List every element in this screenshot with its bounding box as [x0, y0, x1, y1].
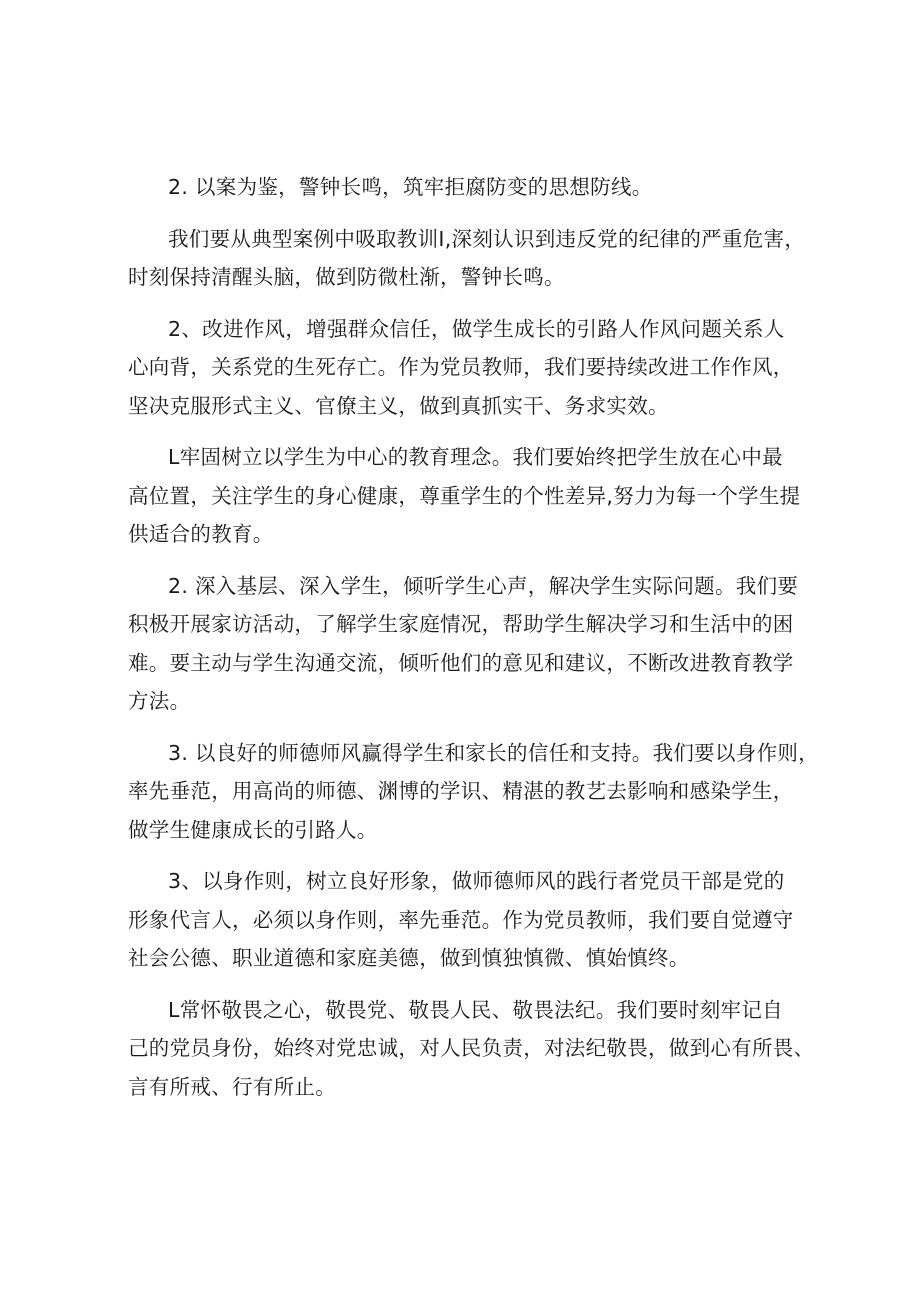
- paragraph-line: 2、改进作风，增强群众信任，做学生成长的引路人作风问题关系人: [168, 316, 785, 341]
- paragraph-2: [128, 220, 828, 297]
- paragraph-line: 言有所戒、行有所止。: [128, 1074, 336, 1099]
- paragraph-6: [128, 734, 828, 850]
- paragraph-7: [128, 862, 828, 978]
- paragraph-line: 3、以身作则，树立良好形象，做师德师风的践行者党员干部是党的: [168, 869, 785, 893]
- paragraph-line: 率先垂范，用高尚的师德、渊博的学识、精湛的教艺去影响和感染学生，: [128, 779, 794, 803]
- paragraph-1: [168, 168, 828, 207]
- paragraph-line: 2. 深入基层、深入学生，倾听学生心声，解决学生实际问题。我们要: [168, 573, 799, 598]
- paragraph-line: 方法。: [128, 689, 191, 713]
- paragraph-8: [128, 991, 828, 1107]
- paragraph-5: [128, 567, 828, 721]
- paragraph-line: 心向背，关系党的生死存亡。作为党员教师，我们要持续改进工作作风，: [128, 355, 794, 379]
- paragraph-line: L牢固树立以学生为中心的教育理念。我们要始终把学生放在心中最: [168, 445, 783, 469]
- paragraph-line: L常怀敬畏之心，敬畏党、敬畏人民、敬畏法纪。我们要时刻牢记自: [168, 997, 783, 1022]
- paragraph-line: 2. 以案为鉴，警钟长鸣，筑牢拒腐防变的思想防线。: [168, 175, 653, 199]
- paragraph-line: 社会公德、职业道德和家庭美德，做到慎独慎微、慎始慎终。: [128, 946, 690, 970]
- paragraph-line: 积极开展家访活动，了解学生家庭情况，帮助学生解决学习和生活中的困: [128, 612, 794, 636]
- paragraph-line: 供适合的教育。: [128, 522, 274, 546]
- paragraph-line: 己的党员身份，始终对党忠诚，对人民负责，对法纪敬畏，做到心有所畏、: [128, 1036, 815, 1060]
- paragraph-4: [128, 438, 828, 554]
- paragraph-line: 我们要从典型案例中吸取教训I,深刻认识到违反党的纪律的严重危害，: [168, 226, 806, 251]
- document-body: [128, 168, 828, 1106]
- paragraph-line: 形象代言人，必须以身作则，率先垂范。作为党员教师，我们要自觉遵守: [128, 907, 794, 932]
- paragraph-line: 做学生健康成长的引路人。: [128, 817, 378, 842]
- paragraph-line: 难。要主动与学生沟通交流，倾听他们的意见和建议，不断改进教育教学: [128, 650, 794, 675]
- paragraph-line: 3. 以良好的师德师风赢得学生和家长的信任和支持。我们要以身作则，: [168, 740, 819, 765]
- paragraph-3: [128, 310, 828, 426]
- paragraph-line: 时刻保持清醒头脑，做到防微杜渐，警钟长鸣。: [128, 265, 565, 289]
- paragraph-line: 高位置，关注学生的身心健康，尊重学生的个性差异,努力为每一个学生提: [128, 483, 801, 508]
- paragraph-line: 坚决克服形式主义、官僚主义，做到真抓实干、务求实效。: [128, 393, 669, 418]
